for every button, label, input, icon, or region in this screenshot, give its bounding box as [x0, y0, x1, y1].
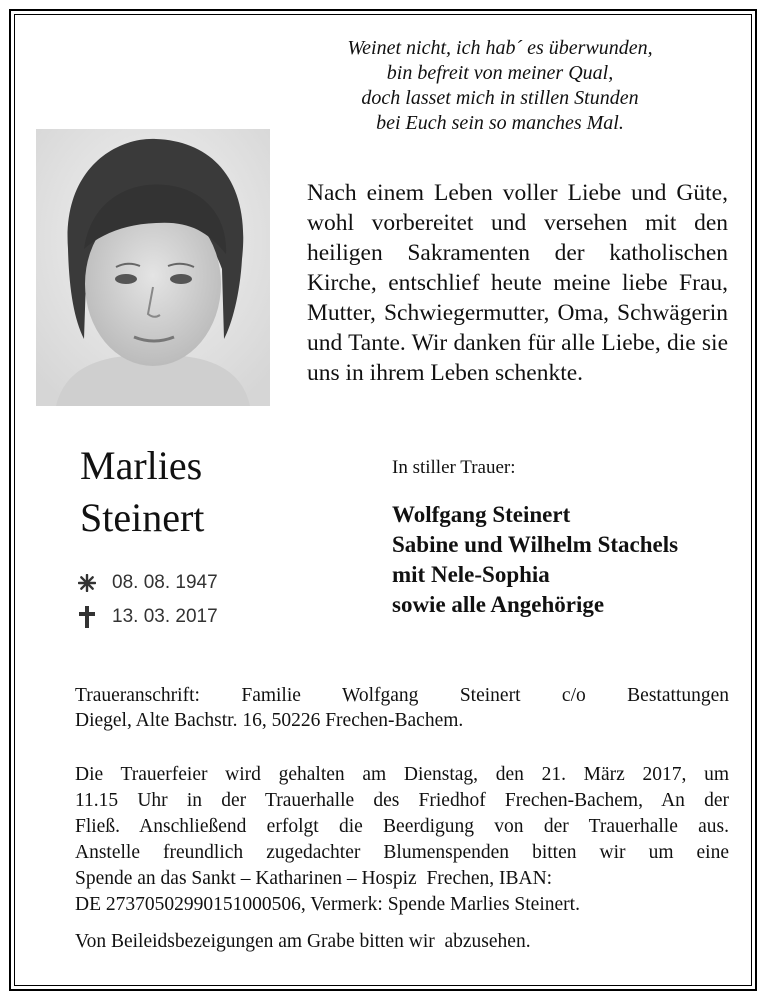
deceased-last-name: Steinert — [80, 495, 205, 540]
intro-text: Nach einem Leben voller Liebe und Güte, wohl vorbereitet und versehen mit den heiligen Sakramenten der katholischen Kirche, entschlief heute meine liebe Frau, Mutter, Schwiegermutter, Oma, Schwägerin und Tante. Wir danken für alle Liebe, die sie uns in ihrem Leben schenkte. — [307, 180, 728, 386]
mourner-line: Sabine und Wilhelm Stachels — [392, 532, 679, 557]
closing-note: Von Beileidsbezeigungen am Grabe bitten wir abzusehen. — [75, 931, 531, 952]
mourner-line: mit Nele-Sophia — [392, 562, 550, 587]
death-row — [78, 600, 218, 634]
poem-line: bei Euch sein so manches Mal. — [376, 112, 624, 134]
deceased-name — [80, 440, 204, 544]
funeral-line: Anstelle freundlich zugedachter Blumenspenden bitten wir um eine — [75, 842, 729, 863]
poem-line: bin befreit von meiner Qual, — [386, 62, 614, 84]
address-line: Traueranschrift: Familie Wolfgang Steinert c/o Bestattungen — [75, 685, 729, 706]
asterisk-star-icon — [78, 574, 96, 592]
portrait-photo — [36, 129, 270, 406]
mourner-line: Wolfgang Steinert — [392, 502, 571, 527]
funeral-line: DE 27370502990151000506, Vermerk: Spende Marlies Steinert. — [75, 894, 580, 915]
deceased-first-name: Marlies — [80, 443, 203, 488]
cross-icon — [78, 606, 96, 628]
mourning-address — [75, 683, 729, 733]
mourners-list — [392, 500, 678, 620]
poem-line: Weinet nicht, ich hab´ es überwunden, — [347, 37, 653, 59]
funeral-line: Spende an das Sankt – Katharinen – Hospiz Frechen, IBAN: — [75, 868, 553, 889]
life-dates — [78, 566, 218, 634]
birth-date: 08. 08. 1947 — [112, 572, 218, 593]
birth-row — [78, 566, 218, 600]
poem — [290, 36, 710, 136]
funeral-line: Die Trauerfeier wird gehalten am Dienstag, den 21. März 2017, um — [75, 764, 729, 785]
poem-line: doch lasset mich in stillen Stunden — [361, 87, 639, 109]
address-line: Diegel, Alte Bachstr. 16, 50226 Frechen-Bachem. — [75, 710, 464, 731]
funeral-line: Fließ. Anschließend erfolgt die Beerdigung von der Trauerhalle aus. — [75, 816, 729, 837]
mourning-label: In stiller Trauer: — [392, 457, 516, 478]
funeral-details — [75, 762, 729, 918]
mourner-line: sowie alle Angehörige — [392, 592, 605, 617]
death-date: 13. 03. 2017 — [112, 606, 218, 627]
funeral-line: 11.15 Uhr in der Trauerhalle des Friedhof Frechen-Bachem, An der — [75, 790, 729, 811]
